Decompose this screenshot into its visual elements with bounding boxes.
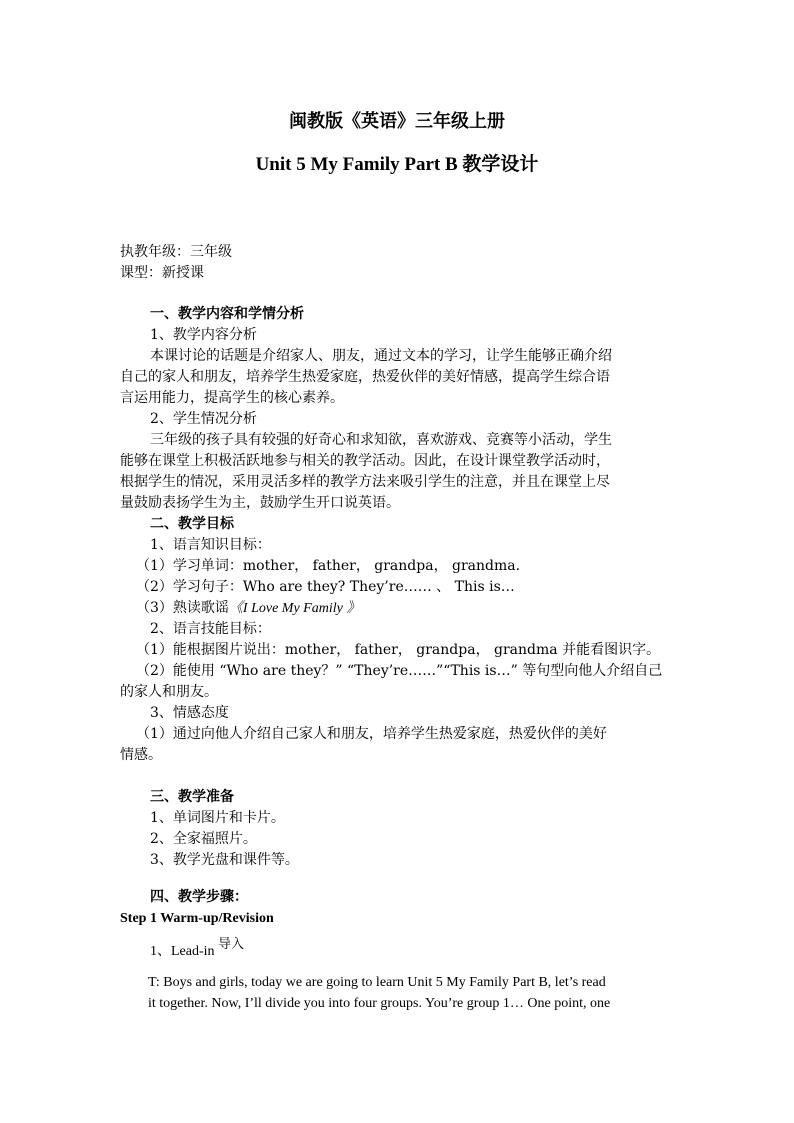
section1-p2-line1: 三年级的孩子具有较强的好奇心和求知欲，喜欢游戏、竞赛等小活动，学生 — [150, 432, 612, 448]
document-title: 闽教版《英语》三年级上册 — [289, 111, 505, 132]
section1-p2-line4: 量鼓励表扬学生为主，鼓励学生开口说英语。 — [120, 495, 400, 511]
prep-item-3: 3、教学光盘和课件等。 — [150, 852, 299, 868]
section1-heading: 一、教学内容和学情分析 — [150, 306, 304, 322]
document-subtitle: Unit 5 My Family Part B 教学设计 — [255, 154, 539, 175]
leadin-label: 1、Lead-in — [150, 944, 215, 959]
prep-item-2: 2、全家福照片。 — [150, 831, 257, 847]
section1-sub1: 1、教学内容分析 — [150, 327, 257, 343]
section2-item2: （2）学习句子：Who are they? They’re…… 、 This is… — [136, 579, 515, 595]
section1-sub2: 2、学生情况分析 — [150, 411, 257, 427]
section2-item3 — [136, 598, 696, 619]
section1-p2-line2: 能够在课堂上积极活跃地参与相关的教学活动。因此，在设计课堂教学活动时， — [120, 453, 610, 469]
section1-p2-line3: 根据学生的情况，采用灵活多样的教学方法来吸引学生的注意，并且在课堂上尽 — [120, 474, 610, 490]
prep-item-1: 1、单词图片和卡片。 — [150, 810, 285, 826]
section1-p1-line2: 自己的家人和朋友，培养学生热爱家庭，热爱伙伴的美好情感，提高学生综合语 — [120, 369, 610, 385]
leadin-note: 导入 — [218, 937, 245, 952]
section2-item3-prefix: （3）熟读歌谣 — [136, 600, 229, 616]
section2-skill1: （1）能根据图片说出：mother， father， grandpa， grandma 并能看图识字。 — [136, 642, 661, 658]
teacher-line1: T: Boys and girls, today we are going to learn Unit 5 My Family Part B, let’s read — [148, 975, 606, 990]
section2-skill2-line2: 的家人和朋友。 — [120, 684, 218, 700]
leadin-line — [150, 937, 710, 962]
section2-sub3: 3、情感态度 — [150, 705, 229, 721]
teacher-line2: it together. Now, I’ll divide you into four groups. You’re group 1… One point, one — [148, 996, 611, 1011]
section3-heading: 三、教学准备 — [150, 789, 234, 805]
section1-p1-line3: 言运用能力，提高学生的核心素养。 — [120, 390, 344, 406]
section2-heading: 二、教学目标 — [150, 516, 234, 532]
section1-p1-line1: 本课讨论的话题是介绍家人、朋友，通过文本的学习，让学生能够正确介绍 — [150, 348, 612, 364]
section2-emotion-line2: 情感。 — [120, 747, 162, 763]
section2-skill2-line1: （2）能使用 “Who are they？” “They’re……”“This is…” 等句型向他人介绍自己 — [136, 663, 663, 679]
lesson-type-line: 课型：新授课 — [120, 265, 204, 281]
section2-sub2: 2、语言技能目标： — [150, 621, 271, 637]
section2-item1: （1）学习单词：mother， father， grandpa， grandma. — [136, 558, 521, 574]
section2-sub1: 1、语言知识目标： — [150, 537, 271, 553]
rhyme-title: 《I Love My Family 》 — [228, 601, 361, 616]
section2-emotion-line1: （1）通过向他人介绍自己家人和朋友，培养学生热爱家庭，热爱伙伴的美好 — [136, 726, 607, 742]
grade-line: 执教年级：三年级 — [120, 244, 232, 260]
step1-heading: Step 1 Warm-up/Revision — [120, 911, 274, 926]
section4-heading: 四、教学步骤： — [150, 889, 248, 905]
